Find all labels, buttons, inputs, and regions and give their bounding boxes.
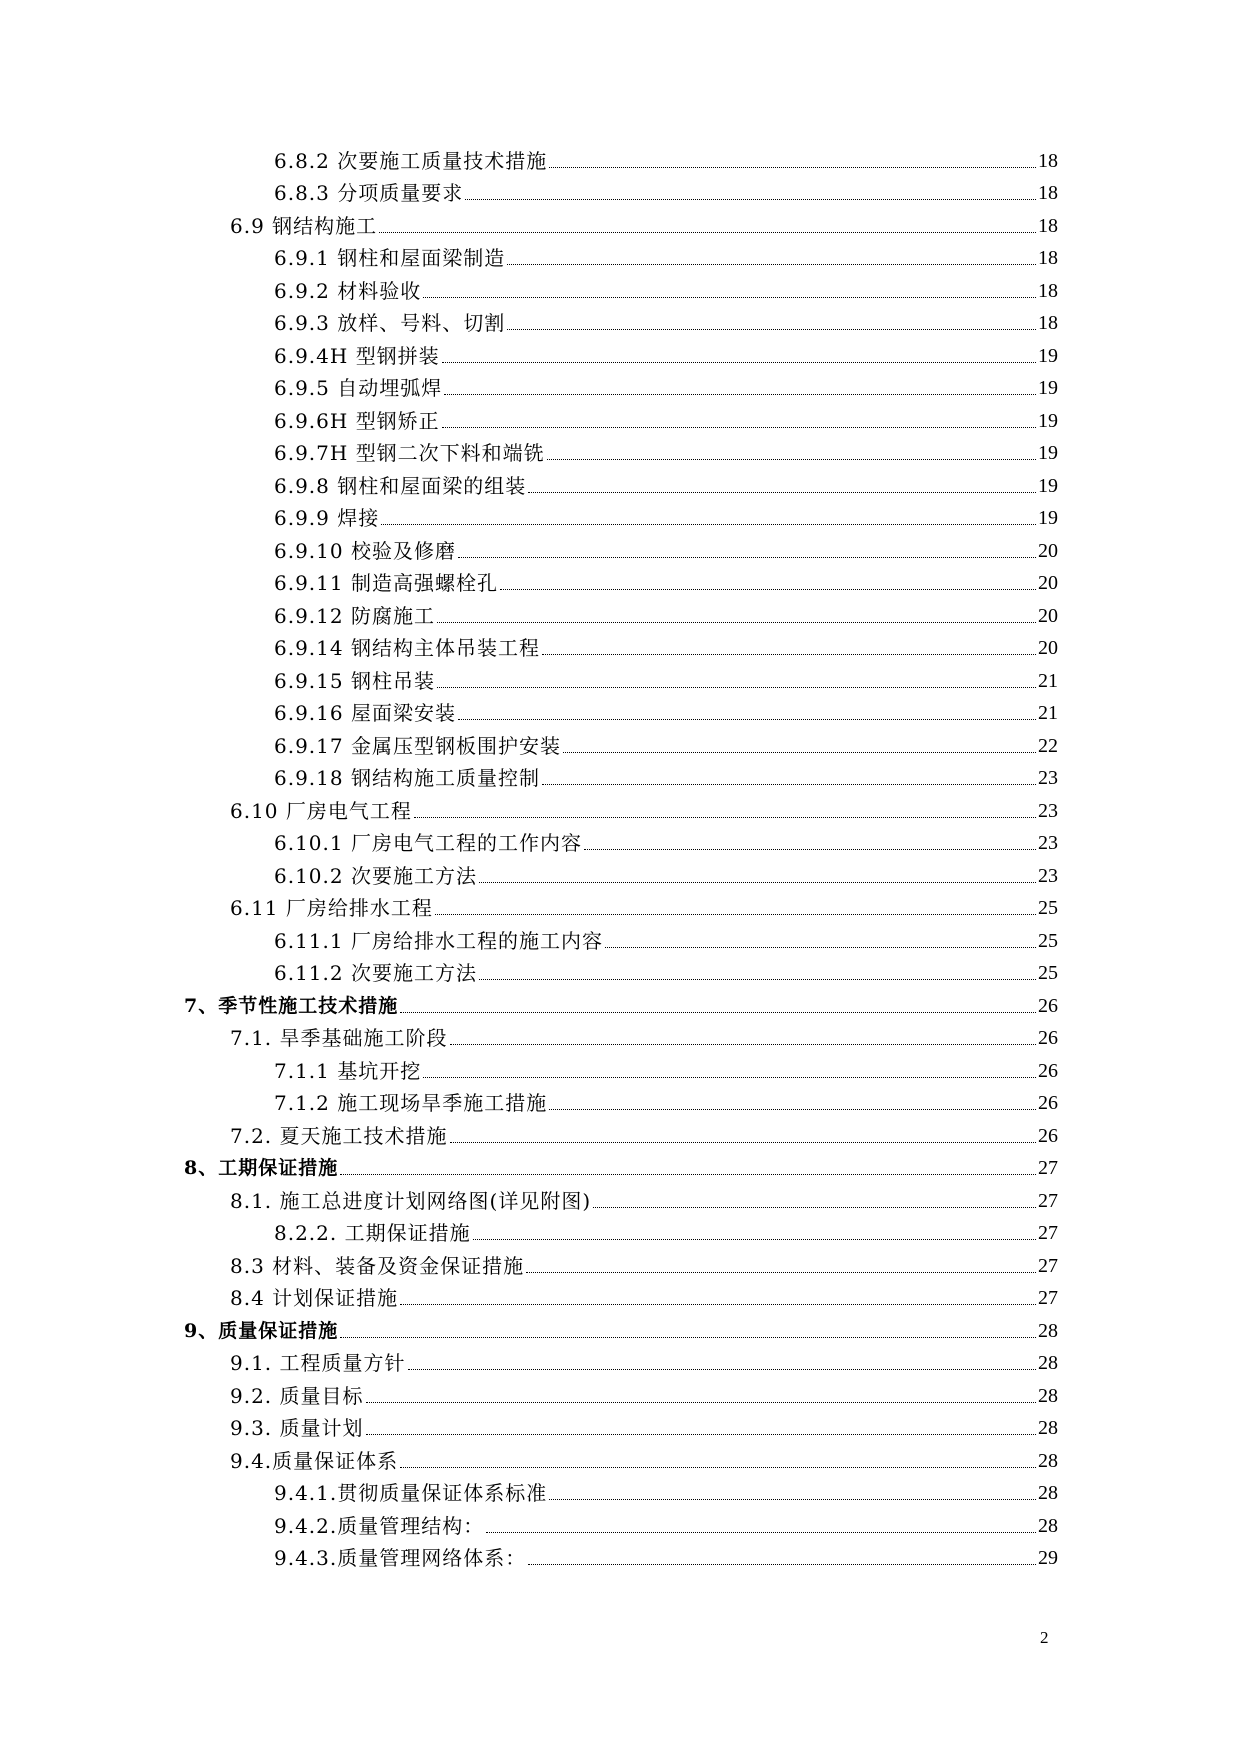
toc-entry[interactable] <box>0 1119 1058 1152</box>
toc-dot-leader <box>340 1174 1036 1175</box>
toc-entry-label: 7、季节性施工技术措施 <box>184 994 399 1017</box>
toc-entry[interactable] <box>0 469 1058 502</box>
toc-dot-leader <box>379 232 1036 233</box>
toc-entry[interactable] <box>0 729 1058 762</box>
toc-dot-leader <box>486 1532 1036 1533</box>
toc-entry-page: 19 <box>1038 344 1058 367</box>
toc-entry-page: 19 <box>1038 409 1058 432</box>
toc-entry-page: 18 <box>1038 214 1058 237</box>
toc-entry-page: 25 <box>1038 929 1058 952</box>
toc-dot-leader <box>437 687 1036 688</box>
toc-entry-label: 8.2.2. 工期保证措施 <box>274 1221 471 1245</box>
toc-entry[interactable] <box>0 437 1058 470</box>
toc-entry-page: 18 <box>1038 247 1058 269</box>
toc-entry-page: 18 <box>1038 149 1058 172</box>
toc-entry-label: 6.9.1 钢柱和屋面梁制造 <box>274 246 506 270</box>
toc-entry-label: 6.10 厂房电气工程 <box>230 798 412 823</box>
toc-entry-page: 22 <box>1038 734 1058 757</box>
toc-dot-leader <box>528 492 1036 493</box>
toc-entry[interactable] <box>0 697 1058 730</box>
toc-entry-page: 26 <box>1038 1059 1058 1082</box>
toc-entry[interactable] <box>0 1347 1058 1380</box>
toc-dot-leader <box>542 784 1036 785</box>
toc-entry[interactable] <box>0 957 1058 990</box>
toc-entry[interactable] <box>0 1087 1058 1120</box>
toc-dot-leader <box>500 589 1036 590</box>
toc-entry-label: 6.9.4H 型钢拼装 <box>274 343 440 368</box>
toc-entry-label: 7.2. 夏天施工技术措施 <box>230 1123 448 1148</box>
toc-dot-leader <box>400 1304 1036 1305</box>
toc-dot-leader <box>408 1369 1036 1370</box>
toc-entry-label: 6.8.2 次要施工质量技术措施 <box>274 148 548 173</box>
toc-entry-label: 6.9.17 金属压型钢板围护安装 <box>274 733 561 758</box>
toc-entry-page: 28 <box>1038 1319 1058 1342</box>
toc-dot-leader <box>400 1012 1036 1013</box>
toc-entry-label: 9.4.2.质量管理结构： <box>274 1513 485 1538</box>
toc-entry-label: 6.11 厂房给排水工程 <box>230 896 433 920</box>
toc-entry-page: 27 <box>1038 1189 1058 1212</box>
toc-entry-page: 21 <box>1038 669 1058 692</box>
toc-entry[interactable] <box>0 372 1058 405</box>
toc-entry-page: 25 <box>1038 897 1058 919</box>
toc-entry-page: 27 <box>1038 1254 1058 1277</box>
toc-entry-label: 7.1. 旱季基础施工阶段 <box>230 1026 448 1050</box>
toc-entry[interactable] <box>0 599 1058 632</box>
toc-entry-page: 28 <box>1038 1449 1058 1472</box>
toc-dot-leader <box>458 719 1036 720</box>
toc-entry-page: 25 <box>1038 962 1058 984</box>
toc-entry-label: 9.2. 质量目标 <box>230 1383 364 1408</box>
toc-entry-label: 7.1.1 基坑开挖 <box>274 1058 422 1083</box>
toc-entry-page: 23 <box>1038 864 1058 887</box>
toc-dot-leader <box>340 1337 1036 1338</box>
toc-entry[interactable] <box>0 632 1058 665</box>
toc-dot-leader <box>450 1044 1036 1045</box>
toc-dot-leader <box>366 1402 1036 1403</box>
toc-entry-label: 8.1. 施工总进度计划网络图(详见附图) <box>230 1188 592 1213</box>
toc-dot-leader <box>549 1499 1036 1500</box>
toc-entry-page: 19 <box>1038 442 1058 464</box>
toc-entry-page: 26 <box>1038 994 1058 1017</box>
toc-dot-leader <box>549 1109 1036 1110</box>
toc-dot-leader <box>479 979 1036 980</box>
toc-entry-label: 8.4 计划保证措施 <box>230 1286 399 1310</box>
toc-entry-label: 6.8.3 分项质量要求 <box>274 181 464 205</box>
toc-entry[interactable] <box>0 989 1058 1022</box>
toc-entry[interactable] <box>0 859 1058 892</box>
toc-entry-page: 29 <box>1038 1547 1058 1569</box>
toc-entry-page: 20 <box>1038 572 1058 594</box>
toc-entry[interactable] <box>0 1152 1058 1185</box>
toc-entry-page: 20 <box>1038 604 1058 627</box>
toc-entry-label: 6.9.6H 型钢矫正 <box>274 408 440 433</box>
toc-entry[interactable] <box>0 1054 1058 1087</box>
table-of-contents <box>0 144 1241 1574</box>
toc-dot-leader <box>366 1434 1036 1435</box>
toc-dot-leader <box>563 752 1036 753</box>
toc-entry[interactable] <box>0 144 1058 177</box>
toc-entry-label: 6.9.3 放样、号料、切割 <box>274 311 506 335</box>
toc-dot-leader <box>435 914 1036 915</box>
toc-entry-label: 7.1.2 施工现场旱季施工措施 <box>274 1091 548 1115</box>
toc-dot-leader <box>584 849 1036 850</box>
toc-dot-leader <box>442 362 1036 363</box>
toc-entry[interactable] <box>0 924 1058 957</box>
toc-entry[interactable] <box>0 1184 1058 1217</box>
toc-dot-leader <box>450 1142 1036 1143</box>
toc-entry[interactable] <box>0 1217 1058 1250</box>
toc-entry-label: 6.10.1 厂房电气工程的工作内容 <box>274 831 582 855</box>
toc-dot-leader <box>479 882 1036 883</box>
toc-entry-label: 6.9 钢结构施工 <box>230 213 378 238</box>
toc-entry-label: 6.9.16 屋面梁安装 <box>274 701 456 725</box>
toc-entry-page: 23 <box>1038 799 1058 822</box>
toc-entry-label: 6.11.1 厂房给排水工程的施工内容 <box>274 928 603 953</box>
toc-entry[interactable] <box>0 339 1058 372</box>
toc-entry[interactable] <box>0 892 1058 925</box>
toc-entry-label: 8、工期保证措施 <box>184 1157 339 1179</box>
toc-dot-leader <box>547 459 1036 460</box>
toc-dot-leader <box>549 167 1036 168</box>
toc-entry[interactable] <box>0 1282 1058 1315</box>
toc-dot-leader <box>414 817 1036 818</box>
toc-entry[interactable] <box>0 1444 1058 1477</box>
toc-entry-page: 28 <box>1038 1514 1058 1537</box>
toc-entry-page: 27 <box>1038 1222 1058 1244</box>
toc-entry-label: 6.10.2 次要施工方法 <box>274 863 477 888</box>
toc-entry[interactable] <box>0 534 1058 567</box>
toc-dot-leader <box>444 394 1036 395</box>
toc-entry[interactable] <box>0 762 1058 795</box>
toc-entry-label: 9.4.1.贯彻质量保证体系标准 <box>274 1481 548 1505</box>
toc-entry-page: 28 <box>1038 1482 1058 1504</box>
toc-entry-label: 6.9.8 钢柱和屋面梁的组装 <box>274 473 527 498</box>
toc-dot-leader <box>542 654 1036 655</box>
toc-entry-label: 6.9.9 焊接 <box>274 506 380 530</box>
toc-dot-leader <box>465 199 1036 200</box>
toc-entry-label: 9.4.质量保证体系 <box>230 1448 399 1473</box>
toc-entry-page: 18 <box>1038 182 1058 204</box>
toc-entry-page: 18 <box>1038 312 1058 334</box>
toc-entry-label: 6.9.12 防腐施工 <box>274 603 435 628</box>
toc-dot-leader <box>526 1272 1036 1273</box>
toc-entry-label: 6.9.14 钢结构主体吊装工程 <box>274 636 540 660</box>
toc-entry[interactable] <box>0 1379 1058 1412</box>
toc-entry-label: 9.4.3.质量管理网络体系： <box>274 1546 527 1570</box>
toc-entry[interactable] <box>0 1314 1058 1347</box>
toc-entry-page: 27 <box>1038 1157 1058 1179</box>
toc-entry-page: 26 <box>1038 1027 1058 1049</box>
toc-dot-leader <box>528 1564 1036 1565</box>
toc-entry-label: 9、质量保证措施 <box>184 1319 339 1342</box>
toc-entry-label: 6.9.18 钢结构施工质量控制 <box>274 766 540 790</box>
toc-entry-page: 19 <box>1038 507 1058 529</box>
toc-entry[interactable] <box>0 1022 1058 1055</box>
toc-entry-page: 26 <box>1038 1124 1058 1147</box>
toc-entry-label: 6.9.7H 型钢二次下料和端铣 <box>274 441 545 465</box>
toc-entry[interactable] <box>0 502 1058 535</box>
toc-entry[interactable] <box>0 242 1058 275</box>
toc-entry-page: 20 <box>1038 637 1058 659</box>
toc-entry-page: 19 <box>1038 377 1058 399</box>
toc-entry[interactable] <box>0 664 1058 697</box>
toc-dot-leader <box>381 524 1036 525</box>
toc-dot-leader <box>605 947 1036 948</box>
toc-entry-label: 6.9.5 自动埋弧焊 <box>274 376 443 400</box>
toc-entry-label: 9.1. 工程质量方针 <box>230 1351 406 1375</box>
toc-entry[interactable] <box>0 177 1058 210</box>
toc-entry-page: 18 <box>1038 279 1058 302</box>
toc-entry-page: 23 <box>1038 767 1058 789</box>
toc-entry-page: 28 <box>1038 1417 1058 1439</box>
toc-entry[interactable] <box>0 1509 1058 1542</box>
toc-entry-page: 26 <box>1038 1092 1058 1114</box>
toc-dot-leader <box>473 1239 1036 1240</box>
toc-dot-leader <box>442 427 1036 428</box>
toc-entry-page: 28 <box>1038 1384 1058 1407</box>
toc-entry[interactable] <box>0 1249 1058 1282</box>
toc-entry[interactable] <box>0 827 1058 860</box>
toc-dot-leader <box>507 264 1036 265</box>
toc-entry[interactable] <box>0 1477 1058 1510</box>
toc-entry[interactable] <box>0 274 1058 307</box>
toc-dot-leader <box>437 622 1036 623</box>
toc-entry[interactable] <box>0 567 1058 600</box>
toc-entry-label: 6.9.15 钢柱吊装 <box>274 668 435 693</box>
toc-dot-leader <box>400 1467 1036 1468</box>
toc-entry[interactable] <box>0 404 1058 437</box>
toc-dot-leader <box>458 557 1036 558</box>
toc-entry-page: 23 <box>1038 832 1058 854</box>
toc-entry[interactable] <box>0 1542 1058 1575</box>
toc-entry[interactable] <box>0 209 1058 242</box>
toc-entry[interactable] <box>0 1412 1058 1445</box>
toc-entry-label: 6.11.2 次要施工方法 <box>274 961 477 985</box>
toc-entry-page: 27 <box>1038 1287 1058 1309</box>
toc-entry-page: 21 <box>1038 702 1058 724</box>
toc-entry-label: 6.9.2 材料验收 <box>274 278 422 303</box>
toc-entry-page: 20 <box>1038 539 1058 562</box>
toc-entry[interactable] <box>0 307 1058 340</box>
toc-dot-leader <box>507 329 1036 330</box>
toc-entry-label: 6.9.10 校验及修磨 <box>274 538 456 563</box>
page-number: 2 <box>1040 1628 1049 1647</box>
toc-dot-leader <box>423 1077 1036 1078</box>
toc-entry-page: 28 <box>1038 1352 1058 1374</box>
toc-entry-label: 9.3. 质量计划 <box>230 1416 364 1440</box>
toc-dot-leader <box>593 1207 1036 1208</box>
toc-dot-leader <box>423 297 1036 298</box>
toc-entry-label: 8.3 材料、装备及资金保证措施 <box>230 1253 525 1278</box>
toc-entry[interactable] <box>0 794 1058 827</box>
toc-entry-label: 6.9.11 制造高强螺栓孔 <box>274 571 498 595</box>
toc-entry-page: 19 <box>1038 474 1058 497</box>
